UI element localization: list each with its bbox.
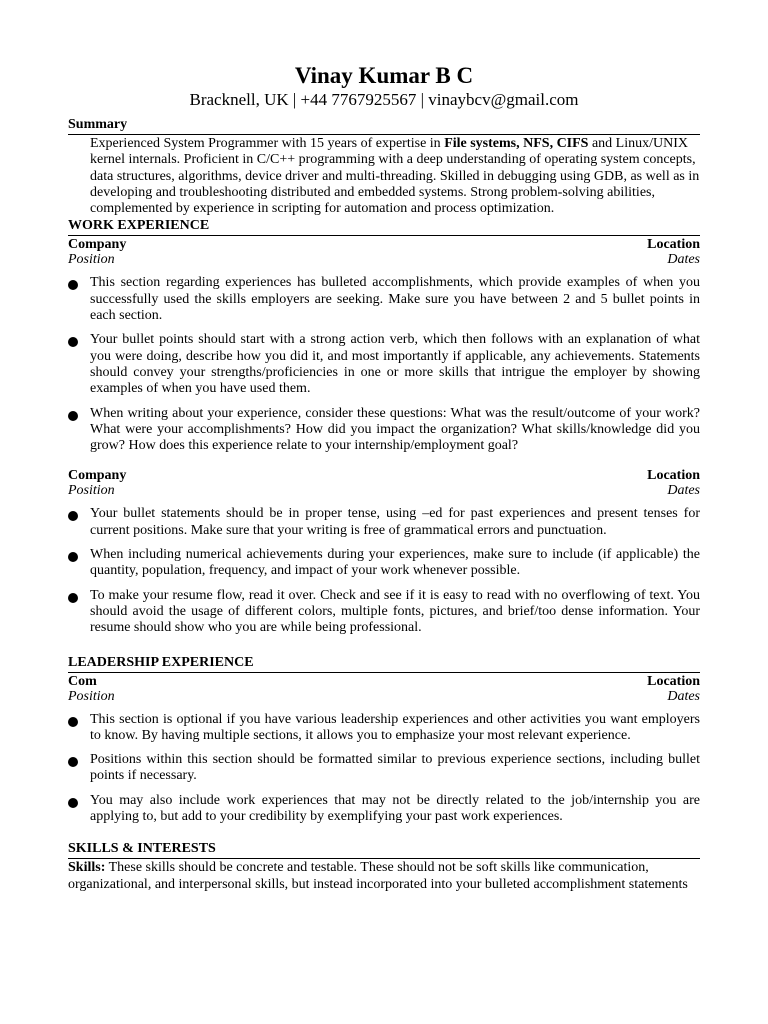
bullet-text: You may also include work experiences that may not be directly related to the job/internship you are applying to, but add to your credibility by exemplifying your past work experiences. [90, 792, 700, 825]
bullet-text: Your bullet points should start with a strong action verb, which then follows with an explanation of what you were doing, describe how you did it, and most importantly if applicable, any achievements. Statements should convey your strengths/proficiencies in one or more skills that intrigue the employer by showing examples of when you have used them. [90, 332, 700, 397]
summary-text [68, 136, 700, 217]
work-entry-2-bullets [68, 506, 700, 636]
skills-body: These skills should be concrete and testable. These should not be soft skills like communication, organizational, and interpersonal skills, but instead incorporated into your bulleted accomplishment statements [68, 860, 688, 892]
skills-text [68, 860, 700, 893]
summary-text-post: and Linux/UNIX kernel internals. Proficient in C/C++ programming with a deep understanding of operating system concepts, data structures, algorithms, device driver and multi-threading. Skilled in debugging using GDB, as well as in developing and troubleshooting distributed and embedded systems. Strong problem-solving abilities, complemented by experience in scripting for automation and process optimization. [90, 136, 700, 217]
dates-label: Dates [667, 252, 700, 268]
bullet-text: This section regarding experiences has bulleted accomplishments, which provide examples of when you successfully used the skills employers are seeking. Make sure you have between 2 and 5 bullet points in each section. [90, 275, 700, 324]
bullet-icon [68, 798, 78, 808]
dates-label: Dates [667, 688, 700, 704]
work-entry-1-subheader [68, 252, 700, 267]
company-label: Company [68, 468, 127, 484]
bullet-icon [68, 593, 78, 603]
list-item [68, 712, 700, 745]
leadership-entry-subheader [68, 689, 700, 704]
work-entry-2 [68, 468, 700, 636]
bullet-icon [68, 757, 78, 767]
bullet-text: When writing about your experience, consider these questions: What was the result/outcome of your work? What were your accomplishments? How did you impact the organization? What skills/knowledge did you grow? How does this experience relate to your internship/employment goal? [90, 405, 700, 454]
company-label: Com [68, 673, 97, 689]
bullet-icon [68, 552, 78, 562]
work-entry-1-header [68, 237, 700, 252]
bullet-icon [68, 717, 78, 727]
list-item [68, 588, 700, 637]
work-entry-1 [68, 237, 700, 454]
position-label: Position [68, 483, 115, 499]
leadership-bullets [68, 712, 700, 826]
bullet-text: To make your resume flow, read it over. Check and see if it is easy to read with no overflowing of text. You should avoid the usage of different colors, multiple fonts, pictures, and brief/too dense information. Your resume should show who you are while being professional. [90, 587, 700, 636]
location-label: Location [647, 468, 700, 484]
resume-page [68, 62, 700, 893]
skills-label: Skills: [68, 860, 106, 876]
bullet-text: This section is optional if you have various leadership experiences and other activities you want employers to know. By having multiple sections, it allows you to emphasize your most relevant experience. [90, 711, 700, 743]
leadership-entry-header [68, 674, 700, 689]
position-label: Position [68, 252, 115, 268]
location-label: Location [647, 673, 700, 689]
bullet-icon [68, 337, 78, 347]
leadership-experience-heading: LEADERSHIP EXPERIENCE [68, 655, 700, 673]
work-entry-2-header [68, 468, 700, 483]
list-item [68, 275, 700, 324]
company-label: Company [68, 237, 127, 253]
work-experience-heading: WORK EXPERIENCE [68, 218, 700, 236]
summary-text-bold: File systems, NFS, CIFS [444, 136, 589, 151]
work-entry-2-subheader [68, 483, 700, 498]
work-entry-1-bullets [68, 275, 700, 454]
bullet-icon [68, 280, 78, 290]
list-item [68, 406, 700, 455]
summary-text-pre: Experienced System Programmer with 15 years of expertise in [90, 136, 445, 151]
summary-heading: Summary [68, 117, 700, 135]
position-label: Position [68, 688, 115, 704]
candidate-name: Vinay Kumar B C [294, 63, 474, 88]
contact-line: Bracknell, UK | +44 7767925567 | vinaybcv@gmail.com [189, 90, 579, 109]
location-label: Location [647, 237, 700, 253]
bullet-text: When including numerical achievements during your experiences, make sure to include (if applicable) the quantity, population, frequency, and impact of your work whenever possible. [90, 547, 700, 579]
list-item [68, 752, 700, 785]
bullet-text: Positions within this section should be formatted similar to previous experience sections, including bullet points if necessary. [90, 752, 700, 784]
dates-label: Dates [667, 483, 700, 499]
list-item [68, 793, 700, 826]
list-item [68, 332, 700, 397]
list-item [68, 547, 700, 580]
skills-interests-heading: SKILLS & INTERESTS [68, 841, 700, 859]
bullet-icon [68, 411, 78, 421]
bullet-icon [68, 511, 78, 521]
list-item [68, 506, 700, 539]
bullet-text: Your bullet statements should be in proper tense, using –ed for past experiences and present tenses for current positions. Make sure that your writing is free of grammatical errors and punctuation. [90, 506, 700, 538]
